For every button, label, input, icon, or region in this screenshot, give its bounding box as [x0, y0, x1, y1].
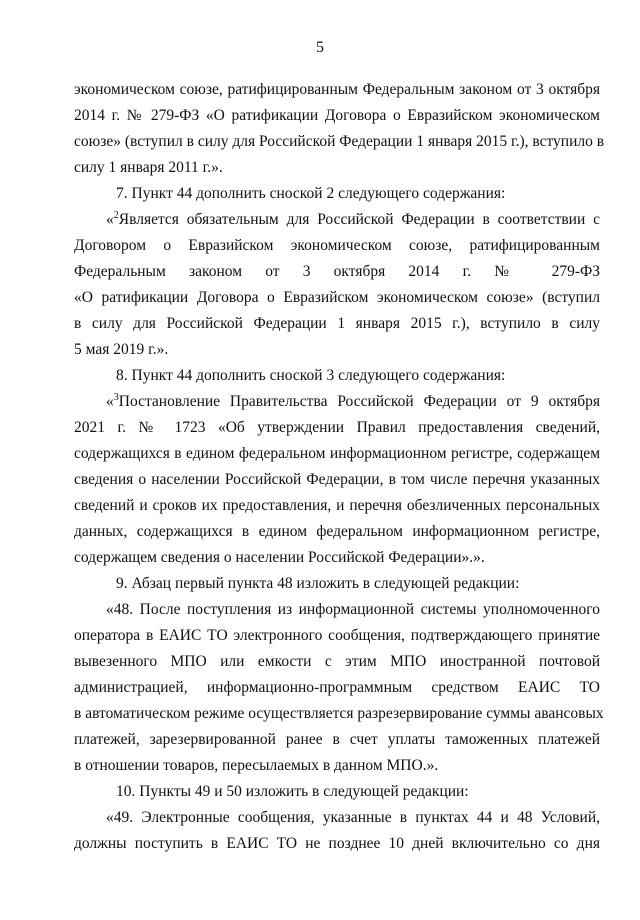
paragraph-fn2 [74, 207, 600, 363]
text-line: 5 мая 2019 г.». [74, 341, 169, 358]
paragraph-p7 [74, 181, 600, 207]
opening-quote: « [106, 393, 114, 410]
text-line: в силу для Российской Федерации 1 января 2015 г.), вступило в силу [74, 315, 600, 332]
text-line: 10. Пункты 49 и 50 изложить в следующей редакции: [116, 783, 469, 800]
paragraph-p8 [74, 363, 600, 389]
text-line: «О ратификации Договора о Евразийском экономическом союзе» (вступил [74, 289, 600, 306]
text-line: «$^3$Постановление Правительства Российской Федерации от 9 октября [106, 392, 600, 410]
text-line: экономическом союзе, ратифицированным Федеральным законом от 3 октября [74, 81, 600, 98]
text-line: в автоматическом режиме осуществляется разрезервирование суммы авансовых [74, 705, 604, 722]
text-line: Федеральным законом от 3 октября 2014 г. № 279-ФЗ [74, 263, 600, 280]
text-line: вывезенного МПО или емкости с этим МПО иностранной почтовой [74, 653, 600, 670]
paragraph-p10 [74, 779, 600, 805]
text-line: данных, содержащихся в едином федеральном информационном регистре, [74, 523, 600, 540]
paragraph-p-cont [74, 77, 605, 181]
paragraph-fn3 [74, 389, 600, 571]
text-line: сведения о населении Российской Федерации, в том числе перечня указанных [74, 471, 600, 488]
text-line: платежей, зарезервированной ранее в счет уплаты таможенных платежей [74, 731, 600, 748]
text-line: «49. Электронные сообщения, указанные в пунктах 44 и 48 Условий, [106, 809, 600, 826]
text-line: «$^2$Является обязательным для Российской Федерации в соответствии с [106, 210, 600, 228]
paragraph-p49 [74, 805, 600, 857]
text-line: должны поступить в ЕАИС ТО не позднее 10 дней включительно со дня [74, 835, 600, 852]
footnote-marker: 2 [113, 210, 119, 221]
text-line: 9. Абзац первый пункта 48 изложить в следующей редакции: [116, 575, 520, 592]
text-line: «48. После поступления из информационной системы уполномоченного [106, 601, 600, 618]
text-line: 8. Пункт 44 дополнить сноской 3 следующего содержания: [116, 367, 506, 384]
text-line: содержащем сведения о населении Российской Федерации».». [74, 549, 485, 566]
text-line: в отношении товаров, пересылаемых в данном МПО.». [74, 757, 439, 774]
text-line: 2014 г. № 279-ФЗ «О ратификации Договора о Евразийском экономическом [74, 107, 600, 124]
text-line: Договором о Евразийском экономическом союзе, ратифицированным [74, 237, 600, 254]
text-line: 7. Пункт 44 дополнить сноской 2 следующего содержания: [116, 185, 506, 202]
text-line: силу 1 января 2011 г.». [74, 159, 223, 176]
document-body [74, 77, 605, 857]
page-number: 5 [316, 39, 324, 56]
text-line: содержащихся в едином федеральном информационном регистре, содержащем [74, 445, 600, 462]
text-line: сведений и сроков их предоставления, и перечня обезличенных персональных [74, 497, 600, 514]
text-line: союзе» (вступил в силу для Российской Федерации 1 января 2015 г.), вступило в [74, 133, 605, 150]
text-line: 2021 г. № 1723 «Об утверждении Правил предоставления сведений, [74, 419, 600, 436]
text-line: администрацией, информационно-программным средством ЕАИС ТО [74, 679, 600, 696]
footnote-marker: 3 [113, 392, 119, 403]
opening-quote: « [106, 211, 114, 228]
paragraph-p48 [74, 597, 604, 779]
text-line: оператора в ЕАИС ТО электронного сообщения, подтверждающего принятие [74, 627, 600, 644]
paragraph-p9 [74, 571, 600, 597]
